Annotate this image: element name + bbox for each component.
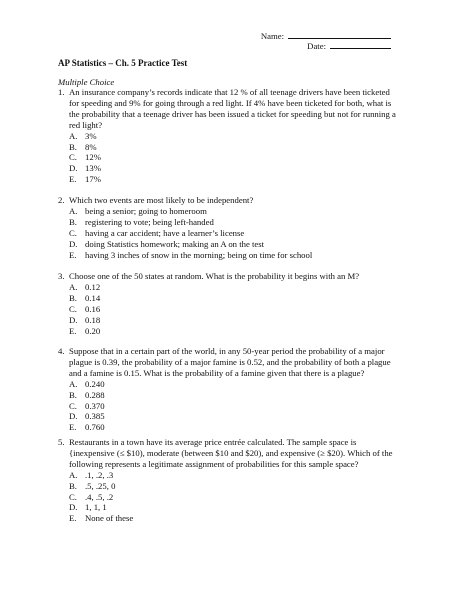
answer-choice [69, 304, 428, 315]
answer-choice [69, 492, 428, 503]
answer-choices [69, 282, 428, 337]
question-text [69, 87, 428, 131]
answer-choice [69, 422, 428, 433]
choice-letter: E. [69, 513, 77, 524]
choice-text: 8% [85, 141, 97, 152]
answer-choices [69, 470, 428, 525]
question-text [69, 271, 428, 282]
choice-text: 0.760 [85, 422, 105, 433]
answer-choice [69, 481, 428, 492]
question-line: plague is 0.39, the probability of a major famine is 0.52, and the probability of both a plague [69, 356, 391, 367]
choice-letter: B. [69, 389, 77, 400]
choice-text: 0.240 [85, 378, 105, 389]
choice-letter: A. [69, 130, 78, 141]
answer-choice [69, 502, 428, 513]
choice-letter: D. [69, 238, 78, 249]
section-heading: Multiple Choice [58, 77, 115, 87]
question-number: 3. [58, 271, 65, 281]
question-line: the probability that a teenage driver has been issued a ticket for speeding but not for running a [69, 108, 396, 119]
question-line: An insurance company’s records indicate that 12 % of all teenage drivers have been ticketed [69, 87, 390, 97]
choice-letter: C. [69, 152, 77, 163]
question-number: 5. [58, 437, 65, 447]
choice-letter: D. [69, 411, 78, 422]
question-line: Which two events are most likely to be independent? [69, 195, 254, 205]
answer-choices [69, 206, 428, 261]
answer-choice [69, 326, 428, 337]
question-4 [58, 346, 428, 433]
choice-text: 0.14 [85, 292, 101, 303]
choice-text: being a senior; going to homeroom [85, 205, 207, 216]
choice-text: registering to vote; being left-handed [85, 216, 214, 227]
choice-letter: D. [69, 314, 78, 325]
choice-letter: E. [69, 422, 77, 433]
question-line: for speeding and 9% for going through a red light. If 4% have been ticketed for both, what is [69, 97, 392, 108]
choice-letter: A. [69, 281, 78, 292]
question-number: 4. [58, 346, 65, 356]
choice-text: None of these [85, 513, 134, 524]
answer-choice [69, 142, 428, 153]
answer-choice [69, 282, 428, 293]
answer-choices [69, 131, 428, 186]
choice-text: 0.18 [85, 314, 101, 325]
choice-text: 12% [85, 152, 101, 163]
choice-letter: D. [69, 163, 78, 174]
choice-text: 0.385 [85, 411, 105, 422]
choice-letter: A. [69, 205, 78, 216]
choice-letter: E. [69, 174, 77, 185]
question-5 [58, 437, 428, 524]
choice-letter: D. [69, 502, 78, 513]
question-line: and a famine is 0.15. What is the probability of a famine given that there is a plague? [69, 367, 365, 378]
choice-text: 0.16 [85, 303, 101, 314]
answer-choice [69, 174, 428, 185]
answer-choice [69, 390, 428, 401]
question-number: 1. [58, 87, 65, 97]
answer-choice [69, 152, 428, 163]
choice-letter: C. [69, 400, 77, 411]
question-text [69, 195, 428, 206]
answer-choice [69, 470, 428, 481]
question-2 [58, 195, 428, 260]
choice-text: 17% [85, 174, 101, 185]
answer-choice [69, 217, 428, 228]
choice-letter: C. [69, 227, 77, 238]
choice-letter: E. [69, 325, 77, 336]
answer-choice [69, 401, 428, 412]
question-line: following represents a legitimate assignment of probabilities for this sample space? [69, 458, 359, 469]
choice-letter: A. [69, 469, 78, 480]
choice-letter: B. [69, 480, 77, 491]
choice-text: .1, .2, .3 [85, 469, 114, 480]
choice-letter: C. [69, 303, 77, 314]
choice-text: 0.370 [85, 400, 105, 411]
choice-text: .4, .5, .2 [85, 491, 114, 502]
date-field [307, 40, 391, 52]
choice-letter: C. [69, 491, 77, 502]
answer-choice [69, 206, 428, 217]
answer-choice [69, 513, 428, 524]
question-line: red light? [69, 119, 103, 130]
question-line: {inexpensive (≤ $10), moderate (between $10 and $20), and expensive (≥ $20). Which of the [69, 447, 393, 458]
question-text [69, 346, 428, 379]
choice-letter: B. [69, 292, 77, 303]
question-line: Suppose that in a certain part of the world, in any 50-year period the probability of a major [69, 346, 385, 356]
question-number: 2. [58, 195, 65, 205]
choice-text: .5, .25, 0 [85, 480, 116, 491]
answer-choice [69, 239, 428, 250]
date-label: Date: [307, 41, 326, 51]
choice-text: 3% [85, 130, 97, 141]
answer-choices [69, 379, 428, 434]
choice-letter: B. [69, 216, 77, 227]
answer-choice [69, 411, 428, 422]
choice-letter: E. [69, 249, 77, 260]
question-line: Choose one of the 50 states at random. What is the probability it begins with an M? [69, 271, 360, 281]
question-text [69, 437, 428, 470]
question-3 [58, 271, 428, 336]
choice-letter: B. [69, 141, 77, 152]
answer-choice [69, 315, 428, 326]
choice-text: 0.20 [85, 325, 101, 336]
answer-choice [69, 131, 428, 142]
answer-choice [69, 228, 428, 239]
question-line: Restaurants in a town have its average price entrée calculated. The sample space is [69, 437, 357, 447]
answer-choice [69, 250, 428, 261]
answer-choice [69, 379, 428, 390]
choice-letter: A. [69, 378, 78, 389]
answer-choice [69, 293, 428, 304]
name-label: Name: [260, 31, 284, 41]
choice-text: 0.12 [85, 281, 101, 292]
name-blank-line [288, 30, 391, 39]
choice-text: having 3 inches of snow in the morning; being on time for school [85, 249, 313, 260]
choice-text: 13% [85, 163, 101, 174]
question-1 [58, 87, 428, 185]
choice-text: 1, 1, 1 [85, 502, 107, 513]
answer-choice [69, 163, 428, 174]
date-blank-line [330, 40, 391, 49]
page-title: AP Statistics – Ch. 5 Practice Test [58, 58, 188, 68]
choice-text: 0.288 [85, 389, 105, 400]
choice-text: having a car accident; have a learner’s license [85, 227, 245, 238]
choice-text: doing Statistics homework; making an A on the test [85, 238, 265, 249]
